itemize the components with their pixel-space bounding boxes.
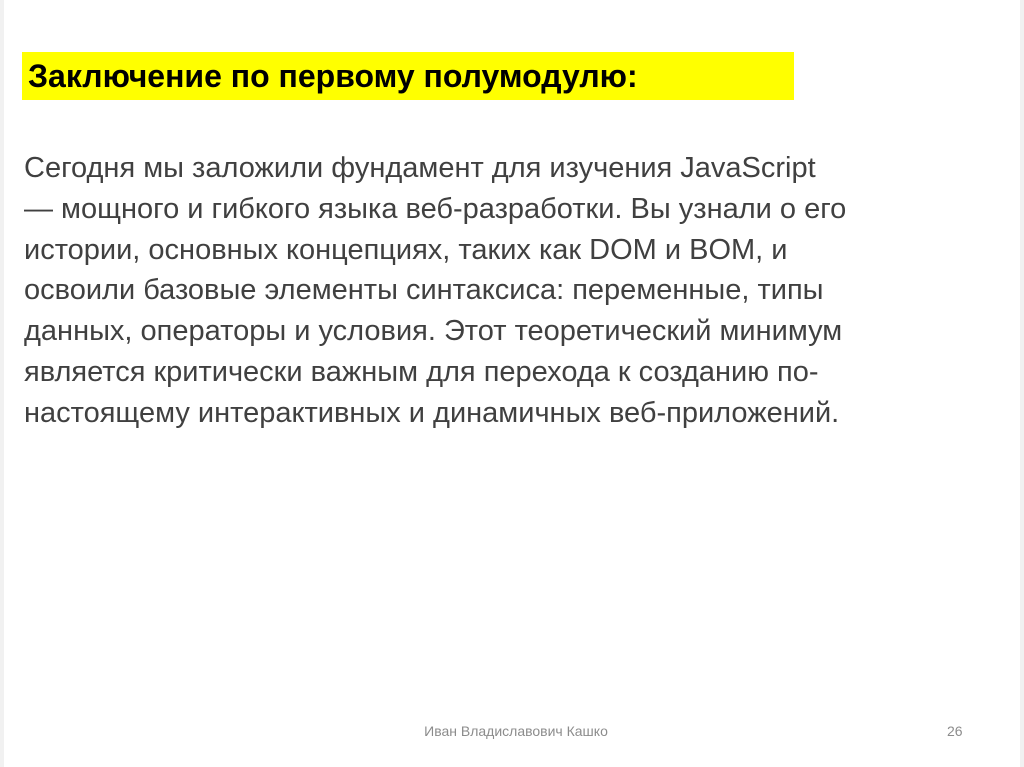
page-number: 26	[947, 723, 963, 739]
footer-author: Иван Владиславович Кашко	[424, 723, 608, 739]
body-line: Сегодня мы заложили фундамент для изучения JavaScript	[24, 152, 816, 184]
body-line: данных, операторы и условия. Этот теоретический минимум	[24, 315, 843, 348]
body-line: освоили базовые элементы синтаксиса: переменные, типы	[24, 274, 824, 307]
body-line: — мощного и гибкого языка веб-разработки. Вы узнали о его	[24, 192, 847, 225]
body-line: настоящему интерактивных и динамичных веб-приложений.	[24, 396, 840, 429]
body-line: является критически важным для перехода к созданию по-	[24, 355, 819, 388]
body-paragraph	[24, 148, 984, 434]
slide-title: Заключение по первому полумодулю:	[28, 58, 638, 94]
body-line: истории, основных концепциях, таких как DOM и BOM, и	[24, 233, 788, 266]
